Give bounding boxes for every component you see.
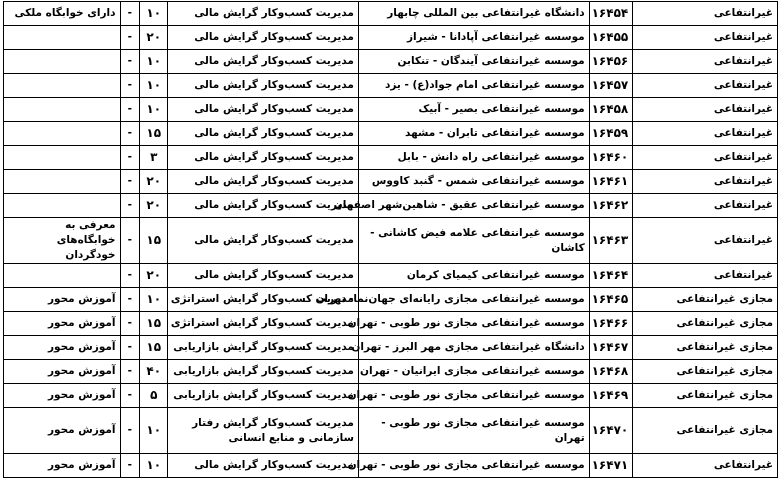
field-of-study-cell: مدیریت کسب‌وکار گرایش مالی	[168, 74, 359, 98]
field-of-study-cell: مدیریت کسب‌وکار گرایش استراتژی	[168, 288, 359, 312]
institution-name-cell: دانشگاه غیرانتفاعی بین المللی چابهار	[358, 2, 589, 26]
code-cell: ۱۶۴۵۷	[589, 74, 633, 98]
field-of-study-cell: مدیریت کسب‌وکار گرایش مالی	[168, 218, 359, 264]
field-of-study-cell: مدیریت کسب‌وکار گرایش مالی	[168, 50, 359, 74]
capacity-cell: ۴۰	[140, 360, 168, 384]
table-row	[4, 408, 778, 454]
field-of-study-cell: مدیریت کسب‌وکار گرایش مالی	[168, 264, 359, 288]
dash-cell: -	[120, 194, 140, 218]
code-cell: ۱۶۴۶۴	[589, 264, 633, 288]
programs-table-body	[4, 2, 778, 478]
dash-cell: -	[120, 288, 140, 312]
code-cell: ۱۶۴۵۶	[589, 50, 633, 74]
dash-cell: -	[120, 74, 140, 98]
programs-table	[3, 1, 778, 478]
code-cell: ۱۶۴۶۳	[589, 218, 633, 264]
institution-name-cell: موسسه غیرانتفاعی مجازی ایرانیان - تهران	[358, 360, 589, 384]
institution-type-cell: مجازی غیرانتفاعی	[633, 312, 778, 336]
capacity-cell: ۱۵	[140, 336, 168, 360]
capacity-cell: ۱۰	[140, 454, 168, 478]
field-of-study-cell: مدیریت کسب‌وکار گرایش بازاریابی	[168, 336, 359, 360]
dash-cell: -	[120, 2, 140, 26]
institution-type-cell: غیرانتفاعی	[633, 264, 778, 288]
institution-type-cell: غیرانتفاعی	[633, 74, 778, 98]
dash-cell: -	[120, 264, 140, 288]
code-cell: ۱۶۴۶۸	[589, 360, 633, 384]
capacity-cell: ۱۵	[140, 122, 168, 146]
dash-cell: -	[120, 98, 140, 122]
note-cell	[4, 194, 121, 218]
note-cell: معرفی به خوابگاه‌های خودگردان	[4, 218, 121, 264]
institution-type-cell: غیرانتفاعی	[633, 146, 778, 170]
table-row	[4, 170, 778, 194]
table-row	[4, 2, 778, 26]
capacity-cell: ۱۰	[140, 50, 168, 74]
note-cell	[4, 122, 121, 146]
code-cell: ۱۶۴۶۵	[589, 288, 633, 312]
institution-name-cell: دانشگاه غیرانتفاعی مجازی مهر البرز - تهران	[358, 336, 589, 360]
note-cell	[4, 146, 121, 170]
note-cell: آموزش محور	[4, 454, 121, 478]
code-cell: ۱۶۴۷۱	[589, 454, 633, 478]
code-cell: ۱۶۴۶۱	[589, 170, 633, 194]
capacity-cell: ۱۵	[140, 312, 168, 336]
field-of-study-cell: مدیریت کسب‌وکار گرایش مالی	[168, 26, 359, 50]
dash-cell: -	[120, 312, 140, 336]
capacity-cell: ۱۰	[140, 288, 168, 312]
institution-name-cell: موسسه غیرانتفاعی آیندگان - تنکابن	[358, 50, 589, 74]
note-cell: آموزش محور	[4, 288, 121, 312]
institution-type-cell: مجازی غیرانتفاعی	[633, 288, 778, 312]
dash-cell: -	[120, 408, 140, 454]
table-row	[4, 336, 778, 360]
capacity-cell: ۱۰	[140, 98, 168, 122]
field-of-study-cell: مدیریت کسب‌وکار گرایش مالی	[168, 122, 359, 146]
code-cell: ۱۶۴۶۲	[589, 194, 633, 218]
dash-cell: -	[120, 360, 140, 384]
table-row	[4, 98, 778, 122]
dash-cell: -	[120, 122, 140, 146]
note-cell	[4, 98, 121, 122]
capacity-cell: ۲۰	[140, 26, 168, 50]
field-of-study-cell: مدیریت کسب‌وکار گرایش مالی	[168, 98, 359, 122]
dash-cell: -	[120, 146, 140, 170]
institution-type-cell: غیرانتفاعی	[633, 194, 778, 218]
note-cell	[4, 74, 121, 98]
capacity-cell: ۲۰	[140, 170, 168, 194]
institution-type-cell: غیرانتفاعی	[633, 2, 778, 26]
note-cell: آموزش محور	[4, 408, 121, 454]
note-cell	[4, 26, 121, 50]
dash-cell: -	[120, 454, 140, 478]
institution-name-cell: موسسه غیرانتفاعی تابران - مشهد	[358, 122, 589, 146]
capacity-cell: ۱۰	[140, 408, 168, 454]
institution-type-cell: مجازی غیرانتفاعی	[633, 360, 778, 384]
institution-name-cell: موسسه غیرانتفاعی علامه فیض کاشانی - کاشان	[358, 218, 589, 264]
field-of-study-cell: مدیریت کسب‌وکار گرایش مالی	[168, 2, 359, 26]
code-cell: ۱۶۴۵۵	[589, 26, 633, 50]
institution-name-cell: موسسه غیرانتفاعی کیمیای کرمان	[358, 264, 589, 288]
note-cell	[4, 264, 121, 288]
table-row	[4, 74, 778, 98]
note-cell: آموزش محور	[4, 336, 121, 360]
table-row	[4, 218, 778, 264]
table-row	[4, 288, 778, 312]
note-cell: دارای خوابگاه ملکی	[4, 2, 121, 26]
institution-name-cell: موسسه غیرانتفاعی مجازی رایانه‌ای جهان‌نما- تهران	[358, 288, 589, 312]
capacity-cell: ۵	[140, 384, 168, 408]
capacity-cell: ۱۵	[140, 218, 168, 264]
dash-cell: -	[120, 26, 140, 50]
code-cell: ۱۶۴۶۶	[589, 312, 633, 336]
note-cell: آموزش محور	[4, 312, 121, 336]
table-row	[4, 264, 778, 288]
field-of-study-cell: مدیریت کسب‌وکار گرایش رفتار سازمانی و منابع انسانی	[168, 408, 359, 454]
dash-cell: -	[120, 50, 140, 74]
institution-name-cell: موسسه غیرانتفاعی عقیق - شاهین‌شهر اصفهان	[358, 194, 589, 218]
institution-name-cell: موسسه غیرانتفاعی مجازی نور طوبی - تهران	[358, 384, 589, 408]
table-row	[4, 312, 778, 336]
table-row	[4, 50, 778, 74]
institution-type-cell: مجازی غیرانتفاعی	[633, 384, 778, 408]
code-cell: ۱۶۴۶۷	[589, 336, 633, 360]
field-of-study-cell: مدیریت کسب‌وکار گرایش مالی	[168, 146, 359, 170]
institution-type-cell: غیرانتفاعی	[633, 218, 778, 264]
institution-name-cell: موسسه غیرانتفاعی راه دانش - بابل	[358, 146, 589, 170]
institution-name-cell: موسسه غیرانتفاعی مجازی نور طوبی - تهران	[358, 454, 589, 478]
code-cell: ۱۶۴۵۴	[589, 2, 633, 26]
institution-name-cell: موسسه غیرانتفاعی شمس - گنبد کاووس	[358, 170, 589, 194]
field-of-study-cell: مدیریت کسب‌وکار گرایش مالی	[168, 170, 359, 194]
code-cell: ۱۶۴۷۰	[589, 408, 633, 454]
code-cell: ۱۶۴۶۹	[589, 384, 633, 408]
dash-cell: -	[120, 384, 140, 408]
dash-cell: -	[120, 170, 140, 194]
capacity-cell: ۳	[140, 146, 168, 170]
capacity-cell: ۲۰	[140, 194, 168, 218]
table-row	[4, 454, 778, 478]
institution-type-cell: مجازی غیرانتفاعی	[633, 408, 778, 454]
field-of-study-cell: مدیریت کسب‌وکار گرایش بازاریابی	[168, 384, 359, 408]
institution-type-cell: غیرانتفاعی	[633, 50, 778, 74]
institution-type-cell: مجازی غیرانتفاعی	[633, 336, 778, 360]
field-of-study-cell: مدیریت کسب‌وکار گرایش مالی	[168, 194, 359, 218]
institution-type-cell: غیرانتفاعی	[633, 26, 778, 50]
institution-name-cell: موسسه غیرانتفاعی مجازی نور طوبی - تهران	[358, 312, 589, 336]
note-cell	[4, 170, 121, 194]
note-cell	[4, 50, 121, 74]
table-row	[4, 360, 778, 384]
code-cell: ۱۶۴۵۸	[589, 98, 633, 122]
table-row	[4, 384, 778, 408]
field-of-study-cell: مدیریت کسب‌وکار گرایش استراتژی	[168, 312, 359, 336]
institution-name-cell: موسسه غیرانتفاعی بصیر - آبیک	[358, 98, 589, 122]
table-row	[4, 146, 778, 170]
note-cell: آموزش محور	[4, 360, 121, 384]
institution-name-cell: موسسه غیرانتفاعی امام جواد(ع) - یزد	[358, 74, 589, 98]
table-row	[4, 122, 778, 146]
institution-type-cell: غیرانتفاعی	[633, 454, 778, 478]
institution-name-cell: موسسه غیرانتفاعی مجازی نور طوبی - تهران	[358, 408, 589, 454]
code-cell: ۱۶۴۵۹	[589, 122, 633, 146]
institution-type-cell: غیرانتفاعی	[633, 122, 778, 146]
institution-type-cell: غیرانتفاعی	[633, 170, 778, 194]
field-of-study-cell: مدیریت کسب‌وکار گرایش بازاریابی	[168, 360, 359, 384]
note-cell: آموزش محور	[4, 384, 121, 408]
dash-cell: -	[120, 218, 140, 264]
capacity-cell: ۲۰	[140, 264, 168, 288]
capacity-cell: ۱۰	[140, 74, 168, 98]
field-of-study-cell: مدیریت کسب‌وکار گرایش مالی	[168, 454, 359, 478]
dash-cell: -	[120, 336, 140, 360]
table-row	[4, 26, 778, 50]
code-cell: ۱۶۴۶۰	[589, 146, 633, 170]
institution-name-cell: موسسه غیرانتفاعی آپادانا - شیراز	[358, 26, 589, 50]
institution-type-cell: غیرانتفاعی	[633, 98, 778, 122]
capacity-cell: ۱۰	[140, 2, 168, 26]
table-row	[4, 194, 778, 218]
